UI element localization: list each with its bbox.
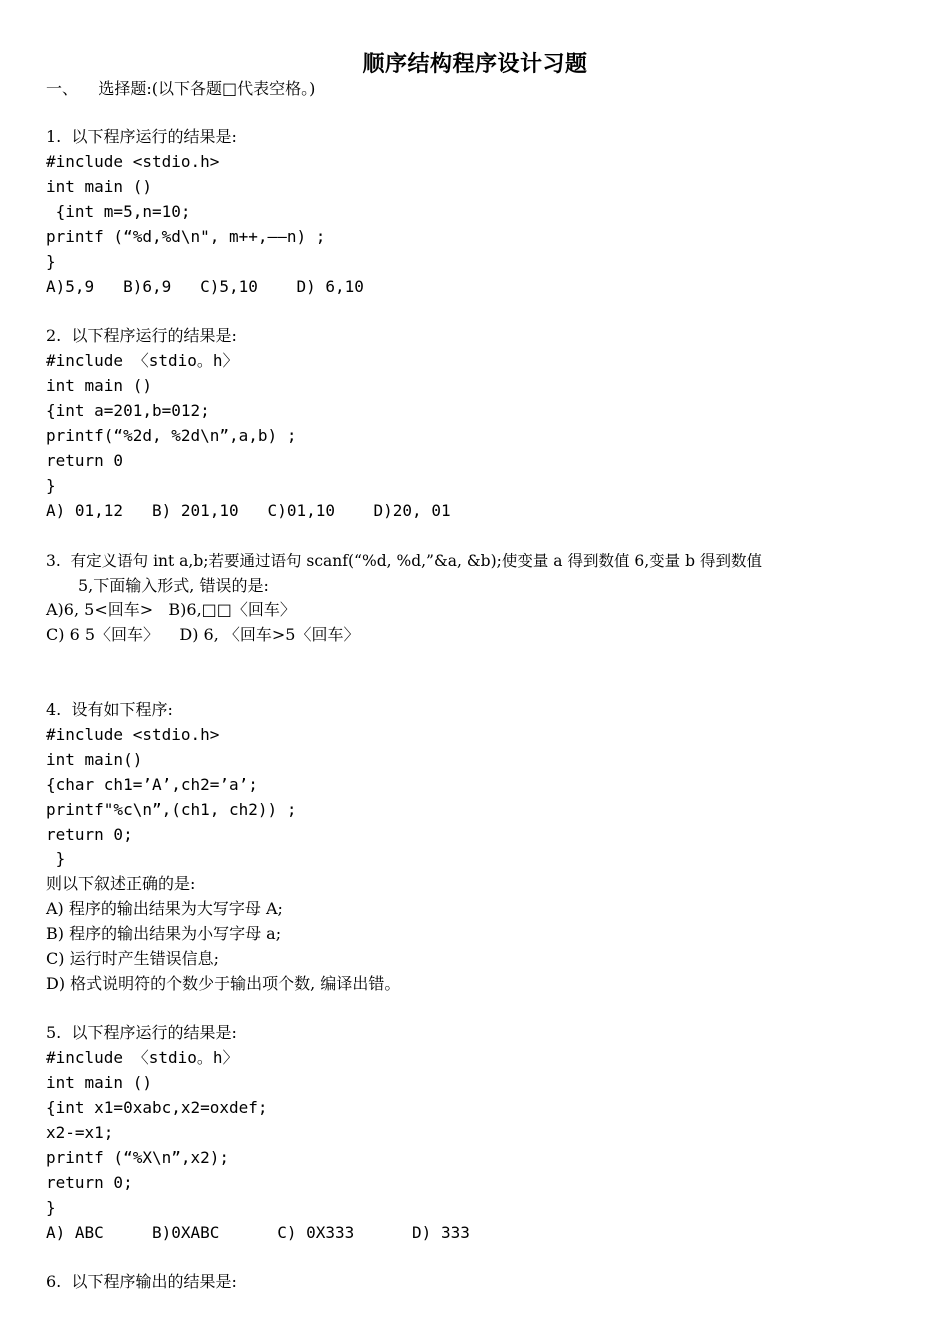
q5-options: A) ABC B)0XABC C) 0X333 D) 333 — [46, 1223, 470, 1242]
q3-options-ab: A)6, 5<回车> B)6,□□〈回车〉 — [46, 600, 296, 619]
q5-code-line: int main () — [46, 1073, 152, 1092]
q3-options-cd: C) 6 5〈回车〉 D) 6, 〈回车>5〈回车〉 — [46, 625, 360, 644]
q4-code-line: } — [46, 849, 66, 868]
q1-code-line: printf (“%d,%d\n", m++,——n) ; — [46, 227, 326, 246]
q4-code-line: printf"%c\n”,(ch1, ch2)) ; — [46, 800, 297, 819]
q1-stem: 1. 以下程序运行的结果是: — [46, 127, 237, 146]
q5-code-line: x2-=x1; — [46, 1123, 114, 1142]
q4-option: B) 程序的输出结果为小写字母 a; — [46, 924, 282, 943]
q5-code-line: } — [46, 1198, 56, 1217]
q4-option: A) 程序的输出结果为大写字母 A; — [46, 899, 283, 918]
page-title: 顺序结构程序设计习题 — [362, 52, 588, 77]
q4-lead: 则以下叙述正确的是: — [46, 874, 196, 893]
q1-options: A)5,9 B)6,9 C)5,10 D) 6,10 — [46, 277, 364, 296]
q5-code-line: #include 〈stdio。h〉 — [46, 1048, 239, 1067]
q5-code-line: printf (“%X\n”,x2); — [46, 1148, 230, 1167]
q1-code-line: int main () — [46, 177, 152, 196]
q4-code-line: #include <stdio.h> — [46, 725, 220, 744]
q4-code-line: return 0; — [46, 825, 133, 844]
q1-code-line: } — [46, 252, 56, 271]
q4-option: C) 运行时产生错误信息; — [46, 949, 219, 968]
q2-code-line: } — [46, 476, 56, 495]
q2-code-line: return 0 — [46, 451, 124, 470]
q1-code-line: #include <stdio.h> — [46, 152, 220, 171]
q2-code-line: {int a=201,b=012; — [46, 401, 210, 420]
q6-stem: 6. 以下程序输出的结果是: — [46, 1272, 237, 1291]
q2-code-line: int main () — [46, 376, 152, 395]
q2-code-line: #include 〈stdio。h〉 — [46, 351, 239, 370]
q1-code-line: {int m=5,n=10; — [46, 202, 191, 221]
q4-code-line: {char ch1=’A’,ch2=’a’; — [46, 775, 258, 794]
q3-stem-cont: 5,下面输入形式, 错误的是: — [78, 576, 269, 595]
q2-code-line: printf(“%2d, %2d\n”,a,b) ; — [46, 426, 297, 445]
q2-stem: 2. 以下程序运行的结果是: — [46, 326, 237, 345]
q5-stem: 5. 以下程序运行的结果是: — [46, 1023, 237, 1042]
q5-code-line: return 0; — [46, 1173, 133, 1192]
section-heading: 一、 选择题:(以下各题□代表空格。) — [46, 79, 316, 98]
q4-code-line: int main() — [46, 750, 143, 769]
q5-code-line: {int x1=0xabc,x2=oxdef; — [46, 1098, 268, 1117]
q4-option: D) 格式说明符的个数少于输出项个数, 编译出错。 — [46, 974, 401, 993]
q3-stem: 3. 有定义语句 int a,b;若要通过语句 scanf(“%d, %d,”&a, &b);使变量 a 得到数值 6,变量 b 得到数值 — [46, 552, 762, 570]
q2-options: A) 01,12 B) 201,10 C)01,10 D)20, 01 — [46, 501, 451, 520]
q4-stem: 4. 设有如下程序: — [46, 700, 173, 719]
